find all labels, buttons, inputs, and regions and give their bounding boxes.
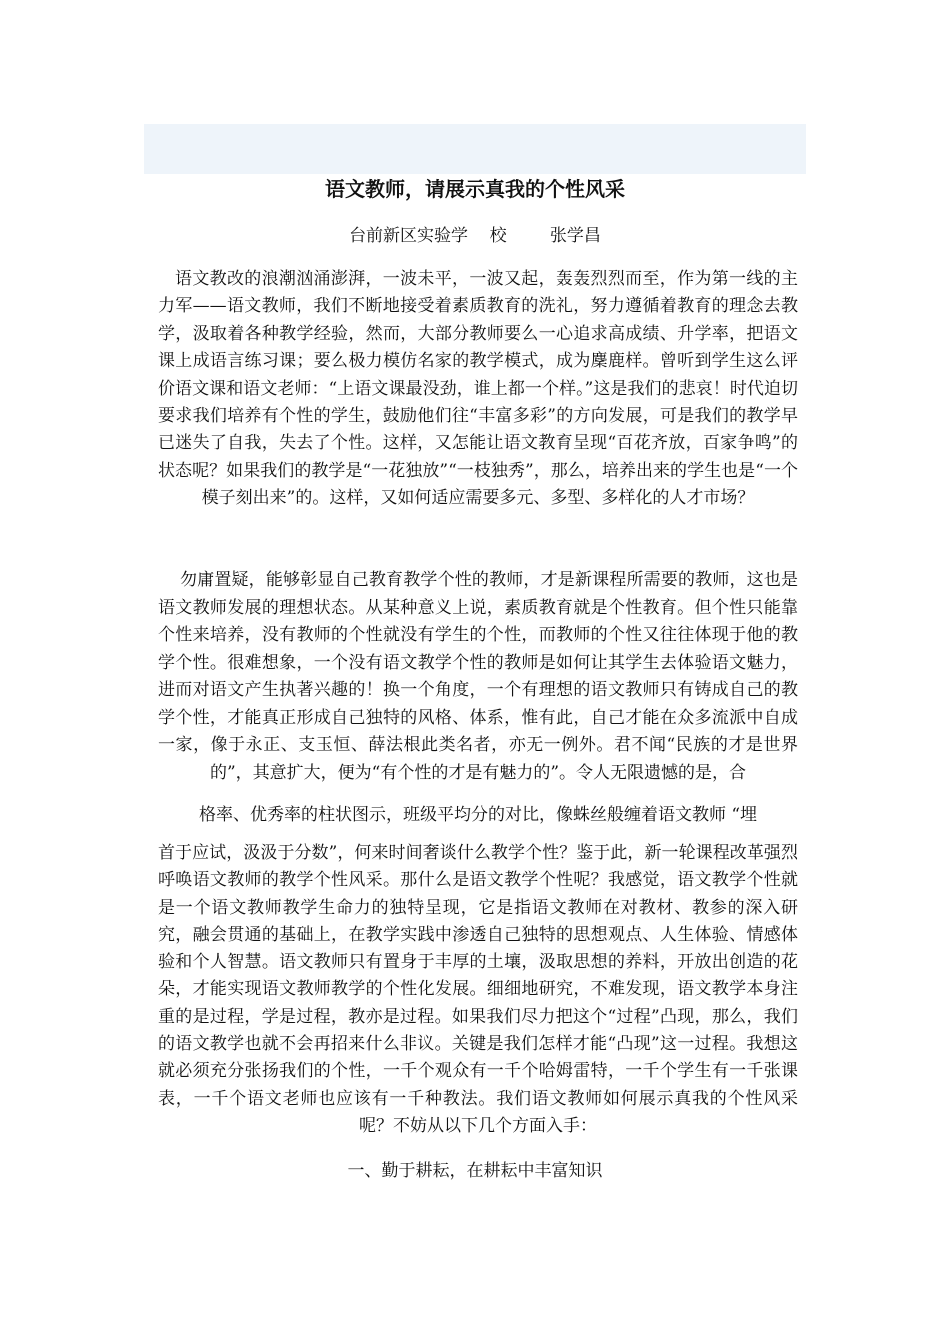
paragraph-1: 语文教改的浪潮汹涌澎湃，一波未平，一波又起，轰轰烈烈而至，作为第一线的主力军——语文教师，我们不断地接受着素质教育的洗礼，努力遵循着教育的理念去教学，汲取着各种教学经验，然而，大部分教师要么一心追求高成绩、升学率，把语文课上成语言练习课；要么极力模仿名家的教学模式，成为麇鹿样。曾听到学生这么评价语文课和语文老师：“上语文课最没劲，谁上都一个样。”这是我们的悲哀！时代迫切要求我们培养有个性的学生，鼓励他们往“丰富多彩”的方向发展，可是我们的教学早已迷失了自我，失去了个性。这样，又怎能让语文教育呈现“百花齐放，百家争鸣”的状态呢？如果我们的教学是“一花独放”“一枝独秀”，那么，培养出来的学生也是“一个模子刻出来”的。这样，又如何适应需要多元、多型、多样化的人才市场？ [158, 269, 798, 509]
document-title: 语文教师，请展示真我的个性风采 [325, 177, 625, 201]
author-byline: 台前新区实验学 校 张学昌 [349, 226, 601, 246]
header-band [144, 124, 806, 174]
paragraph-4: 首于应试，汲汲于分数”，何来时间奢谈什么教学个性？鉴于此，新一轮课程改革强烈呼唤语文教师的教学个性风采。那什么是语文教学个性呢？我感觉，语文教学个性就是一个语文教师教学生命力的独特呈现，它是指语文教师在对教材、教参的深入研究，融会贯通的基础上，在教学实践中渗透自己独特的思想观点、人生体验、情感体验和个人智慧。语文教师只有置身于丰厚的土壤，汲取思想的养料，开放出创造的花朵，才能实现语文教师教学的个性化发展。细细地研究，不难发现，语文教学本身注重的是过程，学是过程，教亦是过程。如果我们尽力把这个“过程”凸现，那么，我们的语文教学也就不会再招来什么非议。关键是我们怎样才能“凸现”这一过程。我想这就必须充分张扬我们的个性，一千个观众有一千个哈姆雷特，一千个学生有一千张课表，一千个语文老师也应该有一千种教法。我们语文教师如何展示真我的个性风采呢？不妨从以下几个方面入手： [158, 843, 798, 1136]
section-heading: 一、勤于耕耘，在耕耘中丰富知识 [347, 1161, 603, 1181]
paragraph-2: 勿庸置疑，能够彰显自己教育教学个性的教师，才是新课程所需要的教师，这也是语文教师发展的理想状态。从某种意义上说，素质教育就是个性教育。但个性只能靠个性来培养，没有教师的个性就没有学生的个性，而教师的个性又往往体现于他的教学个性。很难想象，一个没有语文教学个性的教师是如何让其学生去体验语文魅力，进而对语文产生执著兴趣的！换一个角度，一个有理想的语文教师只有铸成自己的教学个性，才能真正形成自己独特的风格、体系，惟有此，自己才能在众多流派中自成一家，像于永正、支玉恒、薛法根此类名者，亦无一例外。君不闻“民族的才是世界的”，其意扩大，便为“有个性的才是有魅力的”。令人无限遗憾的是，合 [158, 570, 798, 783]
paragraph-3: 格率、优秀率的柱状图示，班级平均分的对比，像蛛丝般缠着语文教师 “埋 [198, 805, 758, 825]
